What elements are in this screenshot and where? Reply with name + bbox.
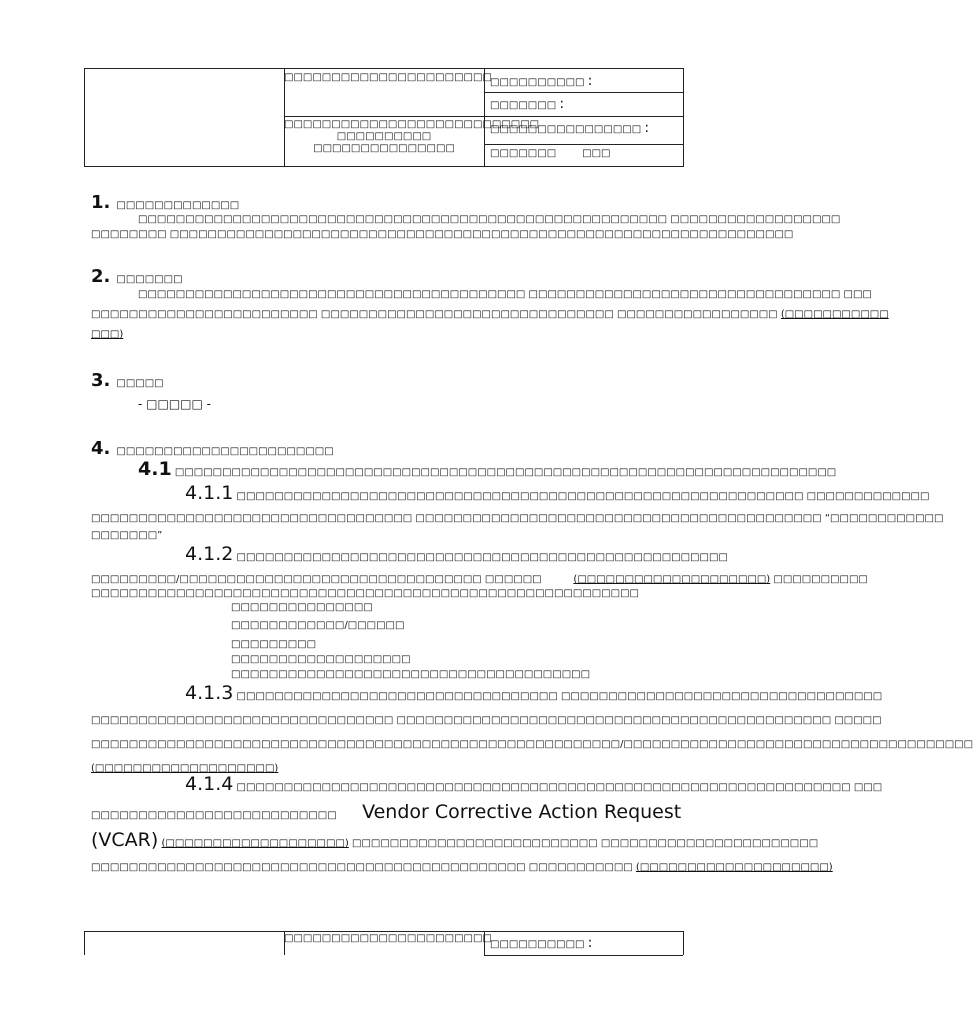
page-field: □□□□□□□ □□□ xyxy=(490,148,611,159)
section-3-title: 3. □□□□□ xyxy=(91,370,164,391)
section-4-1-2-list-item-2: □□□□□□□□□□□□/□□□□□□ xyxy=(231,620,405,631)
section-4-1-4: 4.1.4 □□□□□□□□□□□□□□□□□□□□□□□□□□□□□□□□□□□□□□□□□□□□□□□□□□□□□□□□□□□□□□□□□ □□□ □□□□□□□□□□□□□□□□□□□□□□□□□□ Vendor Corrective Action Request (VCAR) (□□□□□□□□□□□□□□□□□□□) □□□□□□□□□□□□□□□□□□□□□□□□□□ □□□□□□□□□□□□□□□□□□□□□□□ □□□□□□□□□□□□□□□□□□□□□□□□□□□□□□□□□□□□□□□□□□□□□□ □□□□□□□□□□□ (□□□□□□□□□□□□□□□□□□□□) xyxy=(91,773,883,873)
section-1-body: □□□□□□□□□□□□□□□□□□□□□□□□□□□□□□□□□□□□□□□□□□□□□□□□□□□□□□□□ □□□□□□□□□□□□□□□□□□ □□□□□□□□ □□□□□□□□□□□□□□□□□□□□□□□□□□□□□□□□□□□□□□□□□□□□□□□□□□□□□□□□□□□□□□□□□□ xyxy=(91,214,841,240)
next-page-title: □□□□□□□□□□□□□□□□□□□□□□ xyxy=(284,933,492,944)
section-3-item: - □□□□□ - xyxy=(138,397,211,411)
revision-field: □□□□□□□ : xyxy=(490,96,565,112)
section-4-1-2-list-item-4: □□□□□□□□□□□□□□□□□□□ xyxy=(231,654,411,665)
section-4-1: 4.1 □□□□□□□□□□□□□□□□□□□□□□□□□□□□□□□□□□□□□□□□□□□□□□□□□□□□□□□□□□□□□□□□□□□□□□ xyxy=(138,458,837,480)
header-title: □□□□□□□□□□□□□□□□□□□□□□ xyxy=(284,72,492,83)
section-2-title: 2. □□□□□□□ xyxy=(91,266,183,287)
section-4-1-1-cont: □□□□□□□” xyxy=(91,530,163,541)
section-4-1-2-cont: □□□□□□□□□□□□□□□□□□□□□□□□□□□□□□□□□□□□□□□□□□□□□□□□□□□□□□□□□□ xyxy=(91,588,639,599)
header-subtitle: □□□□□□□□□□□□□□□□□□□□□□□□□□□ □□□□□□□□□□ □□□□□□□□□□□□□□□ xyxy=(284,119,540,154)
section-4-1-3: 4.1.3 □□□□□□□□□□□□□□□□□□□□□□□□□□□□□□□□□□ □□□□□□□□□□□□□□□□□□□□□□□□□□□□□□□□□□ □□□□□□□□□□□□□□□□□□□□□□□□□□□□□□□□ □□□□□□□□□□□□□□□□□□□□□□□□□□□□□□□□□□□□□□□□□□□□□□ □□□□□ □□□□□□□□□□□□□□□□□□□□□□□□□□□□□□□□□□□□□□□□□□□□□□□□□□□□□□□□/□□□□□□□□□□□□□□□□□□□□□□□□□□□□□□□□□□□□□ (□□□□□□□□□□□□□□□□□□□) xyxy=(91,682,973,774)
section-4-1-2: 4.1.2 □□□□□□□□□□□□□□□□□□□□□□□□□□□□□□□□□□□□□□□□□□□□□□□□□□□□ □□□□□□□□□/□□□□□□□□□□□□□□□□□□□□□□□□□□□□□□□□ □□□□□□ (□□□□□□□□□□□□□□□□□□□□) □□□□□□□□□□ xyxy=(91,543,868,585)
next-page-header xyxy=(84,931,684,955)
section-4-1-2-list-item-3: □□□□□□□□□ xyxy=(231,639,317,650)
section-1-title: 1. □□□□□□□□□□□□□ xyxy=(91,192,240,213)
section-4-1-2-list-item-5: □□□□□□□□□□□□□□□□□□□□□□□□□□□□□□□□□□□□□□ xyxy=(231,669,591,680)
section-4-1-2-list-item-1: □□□□□□□□□□□□□□□ xyxy=(231,602,373,613)
effective-date-field: □□□□□□□□□□□□□□□□ : xyxy=(490,120,650,136)
logo-cell xyxy=(85,69,284,166)
doc-number-field: □□□□□□□□□□ : xyxy=(490,73,593,89)
section-4-title: 4. □□□□□□□□□□□□□□□□□□□□□□□ xyxy=(91,438,334,459)
document-header-table xyxy=(84,68,684,167)
next-page-doc-number: □□□□□□□□□□ : xyxy=(490,935,593,951)
section-2-body: □□□□□□□□□□□□□□□□□□□□□□□□□□□□□□□□□□□□□□□□□ □□□□□□□□□□□□□□□□□□□□□□□□□□□□□□□□□ □□□ □□□□□□□□□□□□□□□□□□□□□□□□ □□□□□□□□□□□□□□□□□□□□□□□□□□□□□□□ □□□□□□□□□□□□□□□□□ (□□□□□□□□□□□ □□□) xyxy=(91,289,889,340)
section-4-1-1: 4.1.1 □□□□□□□□□□□□□□□□□□□□□□□□□□□□□□□□□□□□□□□□□□□□□□□□□□□□□□□□□□□□ □□□□□□□□□□□□□ □□□□□□□□□□□□□□□□□□□□□□□□□□□□□□□□□□ □□□□□□□□□□□□□□□□□□□□□□□□□□□□□□□□□□□□□□□□□□□ “□□□□□□□□□□□□ xyxy=(91,482,944,524)
